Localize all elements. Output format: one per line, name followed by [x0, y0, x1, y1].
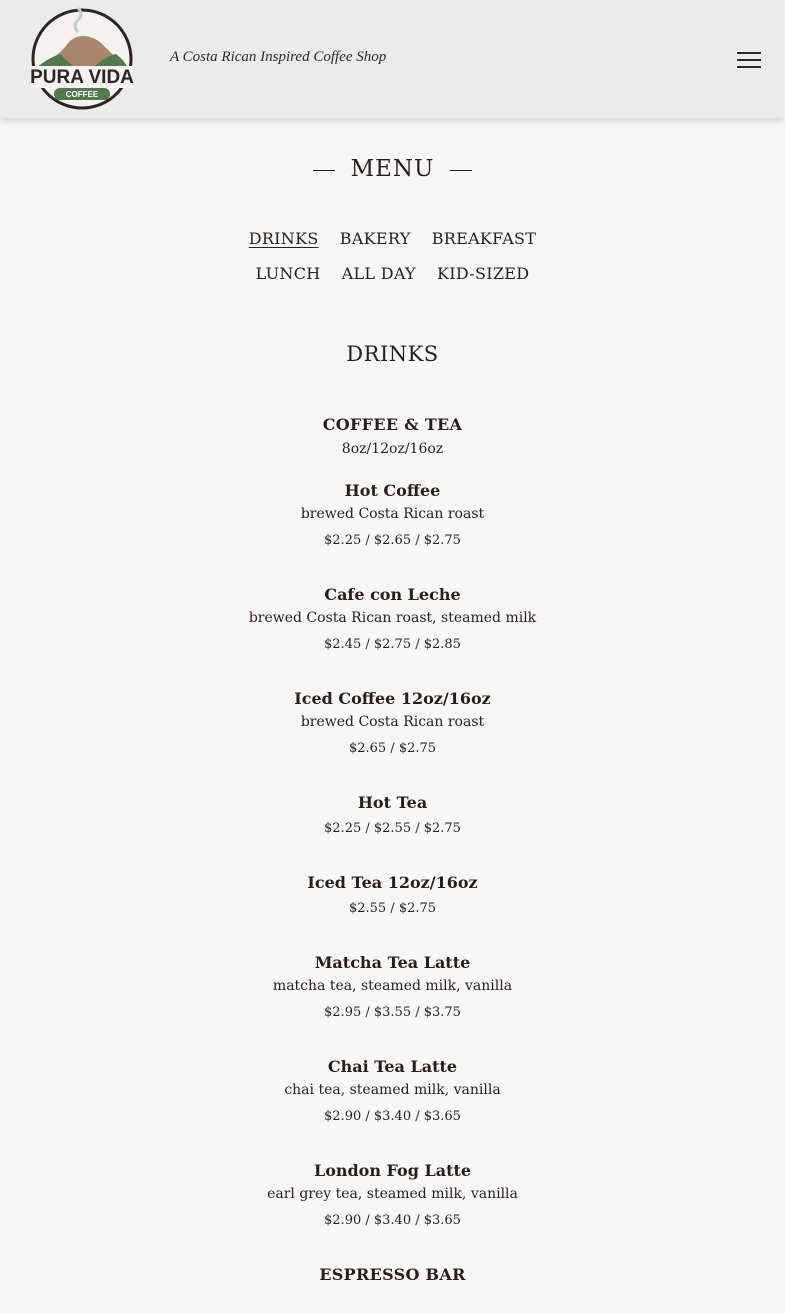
item-name: Chai Tea Latte	[327, 1057, 458, 1076]
menu-item	[0, 953, 785, 1022]
category-sizes: 8oz/12oz/16oz	[341, 441, 444, 457]
tab-bakery[interactable]: BAKERY	[339, 229, 411, 248]
menu-tabs-row-1	[0, 229, 785, 248]
menu-item	[0, 689, 785, 758]
site-header	[0, 0, 785, 118]
item-name: London Fog Latte	[313, 1161, 472, 1180]
item-description: brewed Costa Rican roast	[300, 506, 485, 522]
tab-lunch[interactable]: LUNCH	[255, 264, 321, 283]
menu-heading	[0, 156, 785, 182]
item-price: $2.55 / $2.75	[348, 901, 437, 916]
menu-item	[0, 481, 785, 550]
heading-rule-left	[313, 170, 335, 171]
item-price: $2.95 / $3.55 / $3.75	[324, 1005, 461, 1020]
menu-tabs-row-2	[0, 264, 785, 283]
item-price: $2.65 / $2.75	[348, 741, 437, 756]
category-title: ESPRESSO BAR	[319, 1265, 466, 1284]
item-name: Hot Coffee	[344, 481, 441, 500]
tab-breakfast[interactable]: BREAKFAST	[431, 229, 537, 248]
item-name: Matcha Tea Latte	[314, 953, 471, 972]
item-price: $2.25 / $2.65 / $2.75	[324, 533, 461, 548]
tab-all-day[interactable]: ALL DAY	[341, 264, 416, 283]
item-name: Cafe con Leche	[324, 585, 461, 604]
svg-text:COFFEE: COFFEE	[65, 90, 99, 99]
menu-item	[0, 585, 785, 654]
pura-vida-logo[interactable]	[22, 6, 142, 110]
item-description: brewed Costa Rican roast, steamed milk	[248, 610, 537, 626]
item-price: $2.25 / $2.55 / $2.75	[324, 821, 461, 836]
item-name: Iced Coffee 12oz/16oz	[294, 689, 491, 708]
item-name: Hot Tea	[357, 793, 428, 812]
hamburger-menu-icon[interactable]	[731, 46, 767, 74]
item-description: earl grey tea, steamed milk, vanilla	[267, 1186, 518, 1202]
item-price: $2.45 / $2.75 / $2.85	[324, 637, 461, 652]
item-price: $2.90 / $3.40 / $3.65	[324, 1109, 461, 1124]
svg-text:PURA VIDA: PURA VIDA	[30, 67, 134, 88]
section-title: DRINKS	[346, 342, 439, 366]
menu-item	[0, 1161, 785, 1230]
tab-drinks[interactable]: DRINKS	[248, 229, 319, 248]
item-description: matcha tea, steamed milk, vanilla	[272, 978, 513, 994]
menu-items	[0, 415, 785, 1285]
item-description: chai tea, steamed milk, vanilla	[284, 1082, 501, 1098]
item-price: $2.90 / $3.40 / $3.65	[324, 1213, 461, 1228]
tab-kid-sized[interactable]: KID-SIZED	[437, 264, 530, 283]
item-description: brewed Costa Rican roast	[300, 714, 485, 730]
item-name: Iced Tea 12oz/16oz	[307, 873, 478, 892]
menu-title-text: MENU	[350, 156, 435, 182]
menu-item	[0, 1057, 785, 1126]
menu-item	[0, 873, 785, 918]
heading-rule-right	[450, 170, 472, 171]
menu-item	[0, 793, 785, 838]
category-title: COFFEE & TEA	[322, 415, 463, 434]
tagline: A Costa Rican Inspired Coffee Shop	[170, 49, 387, 65]
